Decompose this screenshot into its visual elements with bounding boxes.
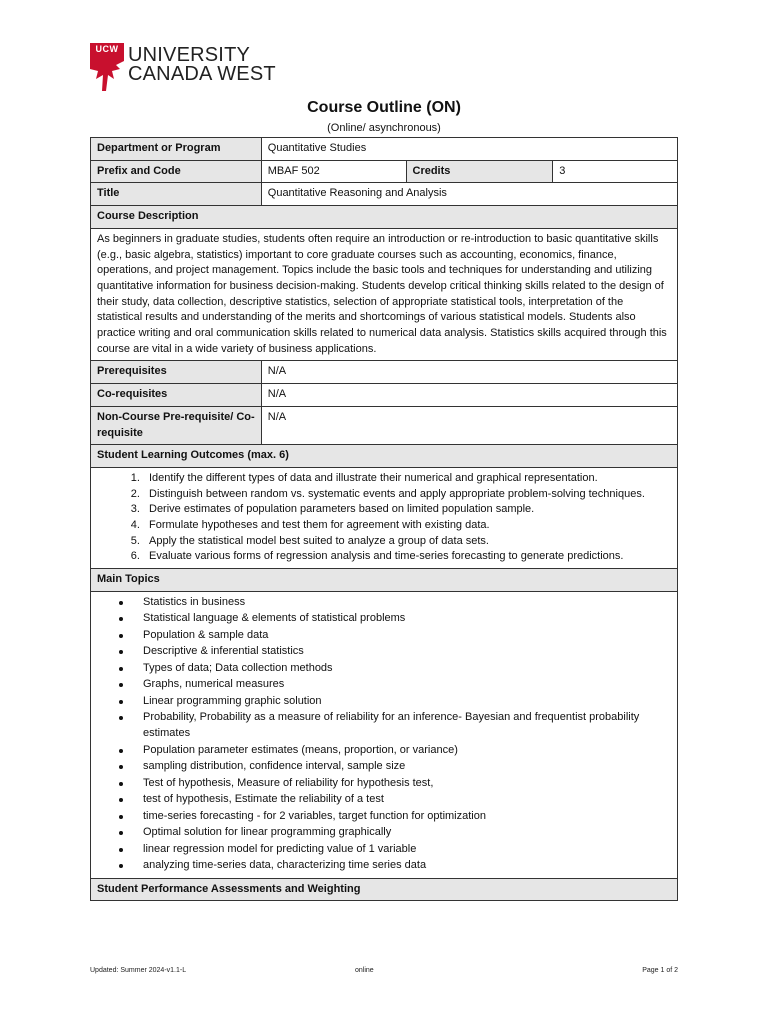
noncourse-label: Non-Course Pre-requisite/ Co-requisite: [91, 406, 262, 444]
topics-cell: [91, 591, 678, 878]
topics-row: [91, 591, 678, 878]
topics-list: [97, 595, 671, 874]
department-row: [91, 138, 678, 161]
noncourse-value: N/A: [261, 406, 677, 444]
prerequisites-label: Prerequisites: [91, 361, 262, 384]
footer-mode: online: [355, 967, 374, 974]
corequisites-value: N/A: [261, 384, 677, 407]
corequisites-row: [91, 384, 678, 407]
noncourse-row: [91, 406, 678, 444]
logo-line-1: UNIVERSITY: [128, 44, 251, 66]
topics-heading-row: [91, 569, 678, 592]
logo-wordmark: [128, 46, 276, 84]
topic-item: time-series forecasting - for 2 variables, target function for optimization: [143, 809, 671, 825]
outcomes-cell: [91, 467, 678, 568]
university-logo: [90, 43, 276, 91]
topic-item: sampling distribution, confidence interval, sample size: [143, 759, 671, 775]
outcome-item: 2. Distinguish between random vs. systematic events and apply appropriate problem-solving techniques.: [143, 487, 671, 503]
prefix-row: [91, 160, 678, 183]
prerequisites-row: [91, 361, 678, 384]
page-subtitle: (Online/ asynchronous): [327, 122, 441, 134]
department-label: Department or Program: [91, 138, 262, 161]
footer-page-number: Page 1 of 2: [642, 967, 678, 974]
topic-item: Probability, Probability as a measure of reliability for an inference- Bayesian and frequentist probability estimates: [143, 710, 671, 741]
ucw-maple-leaf-icon: [90, 43, 124, 91]
topic-item: Optimal solution for linear programming graphically: [143, 825, 671, 841]
description-heading: Course Description: [91, 206, 678, 229]
outcome-item: 4. Formulate hypotheses and test them for agreement with existing data.: [143, 518, 671, 534]
logo-mark-text: UCW: [90, 43, 124, 55]
prefix-value: MBAF 502: [261, 160, 406, 183]
topic-item: Descriptive & inferential statistics: [143, 644, 671, 660]
description-heading-row: [91, 206, 678, 229]
topic-item: Test of hypothesis, Measure of reliability for hypothesis test,: [143, 776, 671, 792]
assessments-heading: Student Performance Assessments and Weighting: [91, 878, 678, 901]
outcome-item: 3. Derive estimates of population parameters based on limited population sample.: [143, 502, 671, 518]
topic-item: Statistical language & elements of statistical problems: [143, 611, 671, 627]
footer-updated: Updated: Summer 2024-v1.1-L: [90, 967, 187, 974]
course-outline-table: [90, 137, 678, 901]
outcome-item: 1. Identify the different types of data and illustrate their numerical and graphical representation.: [143, 471, 671, 487]
department-value: Quantitative Studies: [261, 138, 677, 161]
topic-item: Population parameter estimates (means, proportion, or variance): [143, 743, 671, 759]
title-row: [91, 183, 678, 206]
credits-label: Credits: [406, 160, 553, 183]
topic-item: analyzing time-series data, characterizing time series data: [143, 858, 671, 874]
title-value: Quantitative Reasoning and Analysis: [261, 183, 677, 206]
outcome-item: 6. Evaluate various forms of regression analysis and time-series forecasting to generate predictions.: [143, 549, 671, 565]
topic-item: Graphs, numerical measures: [143, 677, 671, 693]
outcomes-heading: Student Learning Outcomes (max. 6): [91, 445, 678, 468]
corequisites-label: Co-requisites: [91, 384, 262, 407]
topic-item: Linear programming graphic solution: [143, 694, 671, 710]
topic-item: Types of data; Data collection methods: [143, 661, 671, 677]
logo-line-2: CANADA WEST: [128, 63, 276, 85]
outcomes-heading-row: [91, 445, 678, 468]
outcomes-list: [97, 471, 671, 565]
page-title: Course Outline (ON): [307, 99, 461, 116]
credits-value: 3: [553, 160, 678, 183]
assessments-heading-row: [91, 878, 678, 901]
title-label: Title: [91, 183, 262, 206]
topics-heading: Main Topics: [91, 569, 678, 592]
topic-item: Statistics in business: [143, 595, 671, 611]
topic-item: test of hypothesis, Estimate the reliability of a test: [143, 792, 671, 808]
outcomes-row: [91, 467, 678, 568]
prerequisites-value: N/A: [261, 361, 677, 384]
topic-item: linear regression model for predicting value of 1 variable: [143, 842, 671, 858]
topic-item: Population & sample data: [143, 628, 671, 644]
description-text: As beginners in graduate studies, students often require an introduction or re-introduction to basic quantitative skills (e.g., basic algebra, statistics) important to core graduate courses such as accounting, economics, finance, operations, and project management. Topics include the basic tools and techniques for understanding and utilizing quantitative information for business decision-making. Students develop critical thinking skills related to the design of their study, data collection, descriptive statistics, selection of appropriate statistical tools, interpretation of the statistical results and understanding of the merits and shortcomings of various statistical models. Students also practice writing and oral communication skills related to numerical data analysis. Statistics skills acquired through this course are vital in a wide variety of business applications.: [91, 228, 678, 361]
description-row: [91, 228, 678, 361]
maple-leaf-icon: [90, 55, 124, 91]
outcome-item: 5. Apply the statistical model best suited to analyze a group of data sets.: [143, 534, 671, 550]
prefix-label: Prefix and Code: [91, 160, 262, 183]
